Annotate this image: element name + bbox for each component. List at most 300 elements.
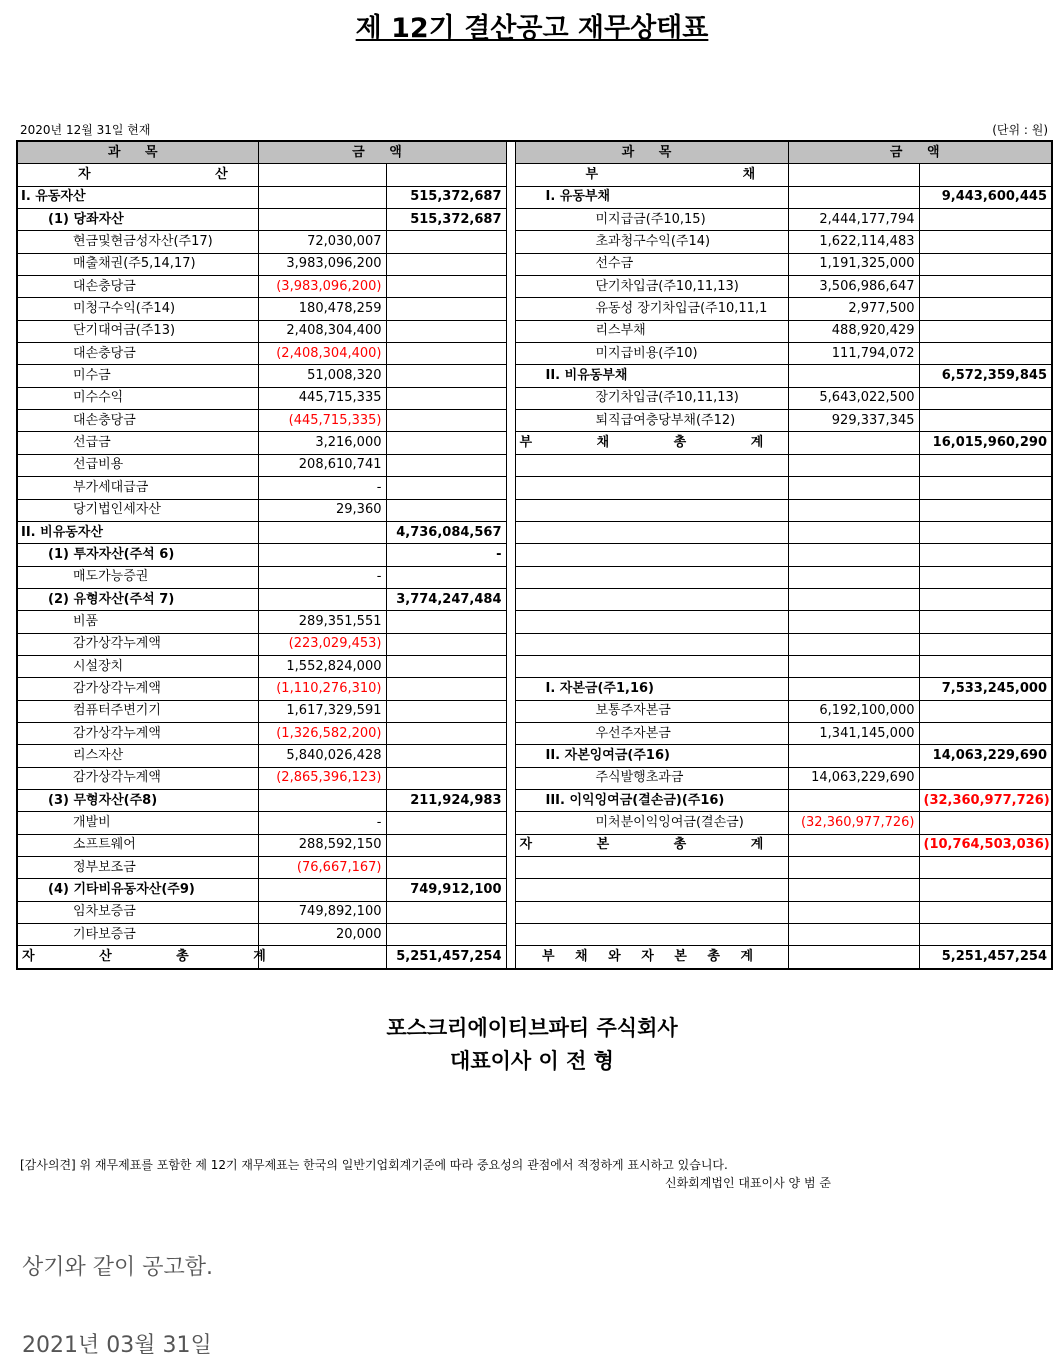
asset-detail-amount: 2,408,304,400 xyxy=(258,320,386,342)
column-gap xyxy=(506,566,515,588)
asset-detail-amount: 445,715,335 xyxy=(258,387,386,409)
liability-equity-subtotal-amount xyxy=(919,857,1052,879)
asset-item-label: 리스자산 xyxy=(17,745,258,767)
asset-item-label: (3) 무형자산(주8) xyxy=(17,789,258,811)
liability-equity-item-label: 자 본 총 계 xyxy=(515,834,788,856)
liability-equity-detail-amount: 6,192,100,000 xyxy=(788,700,919,722)
asset-subtotal-amount xyxy=(386,678,506,700)
table-row xyxy=(17,320,1052,342)
table-header-row xyxy=(17,141,1052,164)
column-gap xyxy=(506,186,515,208)
liability-equity-item-label xyxy=(515,521,788,543)
asset-item-label: 대손충당금 xyxy=(17,410,258,432)
liability-equity-item-label xyxy=(515,901,788,923)
liability-equity-detail-amount: 2,444,177,794 xyxy=(788,209,919,231)
asset-detail-amount xyxy=(258,521,386,543)
column-gap xyxy=(506,164,515,186)
column-gap xyxy=(506,588,515,610)
empty-cell xyxy=(386,164,506,186)
asset-detail-amount: 20,000 xyxy=(258,924,386,946)
liability-equity-item-label: 부 채 와 자 본 총 계 xyxy=(515,946,788,969)
liability-equity-detail-amount xyxy=(788,477,919,499)
liability-equity-detail-amount: 1,622,114,483 xyxy=(788,231,919,253)
liability-equity-subtotal-amount xyxy=(919,544,1052,566)
liability-equity-subtotal-amount xyxy=(919,343,1052,365)
liability-equity-subtotal-amount xyxy=(919,521,1052,543)
notice-text: 상기와 같이 공고함. xyxy=(22,1255,213,1280)
liability-equity-detail-amount xyxy=(788,901,919,923)
liability-equity-item-label: 단기차입금(주10,11,13) xyxy=(515,276,788,298)
asset-item-label: II. 비유동자산 xyxy=(17,521,258,543)
asset-detail-amount xyxy=(258,588,386,610)
asset-detail-amount: - xyxy=(258,812,386,834)
asset-item-label: 임차보증금 xyxy=(17,901,258,923)
column-gap xyxy=(506,722,515,744)
liability-equity-subtotal-amount xyxy=(919,879,1052,901)
column-gap xyxy=(506,946,515,969)
asset-detail-amount: 289,351,551 xyxy=(258,611,386,633)
table-row xyxy=(17,365,1052,387)
liability-equity-item-label xyxy=(515,924,788,946)
liability-equity-detail-amount: 5,643,022,500 xyxy=(788,387,919,409)
table-row xyxy=(17,655,1052,677)
asset-item-label: 매도가능증권 xyxy=(17,566,258,588)
liability-equity-detail-amount xyxy=(788,857,919,879)
column-gap xyxy=(506,924,515,946)
liability-equity-item-label: II. 자본잉여금(주16) xyxy=(515,745,788,767)
asset-subtotal-amount xyxy=(386,454,506,476)
balance-sheet-table xyxy=(16,140,1053,970)
asset-subtotal-amount xyxy=(386,767,506,789)
asset-detail-amount xyxy=(258,879,386,901)
liability-equity-detail-amount xyxy=(788,834,919,856)
column-gap xyxy=(506,901,515,923)
asset-detail-amount xyxy=(258,544,386,566)
column-gap xyxy=(506,633,515,655)
liability-equity-detail-amount xyxy=(788,633,919,655)
asset-item-label: 정부보조금 xyxy=(17,857,258,879)
column-gap xyxy=(506,298,515,320)
asset-subtotal-amount: 4,736,084,567 xyxy=(386,521,506,543)
liability-equity-detail-amount: 488,920,429 xyxy=(788,320,919,342)
auditor-signature: 신화회계법인 대표이사 양 범 준 xyxy=(665,1176,831,1190)
table-row xyxy=(17,879,1052,901)
liability-equity-subtotal-amount xyxy=(919,320,1052,342)
liability-equity-subtotal-amount xyxy=(919,231,1052,253)
liability-equity-item-label: I. 자본금(주1,16) xyxy=(515,678,788,700)
liability-equity-detail-amount: 111,794,072 xyxy=(788,343,919,365)
liability-equity-detail-amount xyxy=(788,544,919,566)
liability-equity-detail-amount xyxy=(788,521,919,543)
liability-equity-subtotal-amount: 5,251,457,254 xyxy=(919,946,1052,969)
table-row xyxy=(17,231,1052,253)
column-gap xyxy=(506,857,515,879)
liability-equity-detail-amount xyxy=(788,789,919,811)
asset-detail-amount: (2,865,396,123) xyxy=(258,767,386,789)
header-item-left: 과 목 xyxy=(17,141,258,164)
table-row xyxy=(17,588,1052,610)
asset-detail-amount: 3,983,096,200 xyxy=(258,253,386,275)
liability-equity-subtotal-amount xyxy=(919,633,1052,655)
liability-equity-item-label: 보통주자본금 xyxy=(515,700,788,722)
asset-detail-amount: 1,552,824,000 xyxy=(258,655,386,677)
asset-item-label: 매출채권(주5,14,17) xyxy=(17,253,258,275)
table-row xyxy=(17,633,1052,655)
asset-subtotal-amount xyxy=(386,365,506,387)
asset-item-label: 소프트웨어 xyxy=(17,834,258,856)
asset-detail-amount: 3,216,000 xyxy=(258,432,386,454)
liabilities-heading: 부 채 xyxy=(515,164,788,186)
table-row xyxy=(17,611,1052,633)
asset-detail-amount: (3,983,096,200) xyxy=(258,276,386,298)
table-row xyxy=(17,276,1052,298)
asset-item-label: 대손충당금 xyxy=(17,343,258,365)
asset-detail-amount xyxy=(258,789,386,811)
liability-equity-subtotal-amount xyxy=(919,298,1052,320)
asset-subtotal-amount xyxy=(386,812,506,834)
ceo-name: 대표이사 이 전 형 xyxy=(450,1049,614,1073)
liability-equity-subtotal-amount xyxy=(919,253,1052,275)
liability-equity-item-label xyxy=(515,454,788,476)
table-row xyxy=(17,343,1052,365)
table-row xyxy=(17,946,1052,969)
liability-equity-item-label xyxy=(515,566,788,588)
liability-equity-item-label xyxy=(515,544,788,566)
column-gap xyxy=(506,655,515,677)
table-row xyxy=(17,298,1052,320)
table-row xyxy=(17,834,1052,856)
liability-equity-detail-amount: (32,360,977,726) xyxy=(788,812,919,834)
asset-item-label: 컴퓨터주변기기 xyxy=(17,700,258,722)
asset-subtotal-amount xyxy=(386,499,506,521)
liability-equity-detail-amount xyxy=(788,566,919,588)
liability-equity-subtotal-amount xyxy=(919,700,1052,722)
asset-subtotal-amount xyxy=(386,901,506,923)
asset-subtotal-amount xyxy=(386,432,506,454)
asset-detail-amount: - xyxy=(258,566,386,588)
asset-subtotal-amount xyxy=(386,231,506,253)
asset-item-label: 현금및현금성자산(주17) xyxy=(17,231,258,253)
column-gap xyxy=(506,477,515,499)
table-row xyxy=(17,432,1052,454)
table-row xyxy=(17,544,1052,566)
asset-detail-amount: (1,110,276,310) xyxy=(258,678,386,700)
column-gap xyxy=(506,678,515,700)
asset-detail-amount: 1,617,329,591 xyxy=(258,700,386,722)
liability-equity-detail-amount: 2,977,500 xyxy=(788,298,919,320)
asset-subtotal-amount: 211,924,983 xyxy=(386,789,506,811)
column-gap xyxy=(506,544,515,566)
liability-equity-detail-amount: 929,337,345 xyxy=(788,410,919,432)
liability-equity-detail-amount xyxy=(788,678,919,700)
asset-detail-amount: 29,360 xyxy=(258,499,386,521)
asset-detail-amount: (223,029,453) xyxy=(258,633,386,655)
column-gap xyxy=(506,365,515,387)
asset-subtotal-amount xyxy=(386,834,506,856)
asset-detail-amount: 749,892,100 xyxy=(258,901,386,923)
liability-equity-detail-amount xyxy=(788,186,919,208)
asset-item-label: 기타보증금 xyxy=(17,924,258,946)
table-row xyxy=(17,789,1052,811)
asset-item-label: 대손충당금 xyxy=(17,276,258,298)
liability-equity-subtotal-amount xyxy=(919,410,1052,432)
asset-item-label: 선급금 xyxy=(17,432,258,454)
column-gap xyxy=(506,454,515,476)
asset-detail-amount: (76,667,167) xyxy=(258,857,386,879)
asset-item-label: 감가상각누계액 xyxy=(17,678,258,700)
table-row xyxy=(17,678,1052,700)
asset-detail-amount: (1,326,582,200) xyxy=(258,722,386,744)
asset-subtotal-amount xyxy=(386,857,506,879)
asset-subtotal-amount xyxy=(386,722,506,744)
table-row xyxy=(17,722,1052,744)
asset-item-label: (1) 투자자산(주석 6) xyxy=(17,544,258,566)
column-gap xyxy=(506,410,515,432)
asset-detail-amount: - xyxy=(258,477,386,499)
column-gap xyxy=(506,499,515,521)
asset-item-label: 비품 xyxy=(17,611,258,633)
table-row xyxy=(17,454,1052,476)
liability-equity-item-label xyxy=(515,611,788,633)
liability-equity-subtotal-amount xyxy=(919,901,1052,923)
liability-equity-item-label: 주식발행초과금 xyxy=(515,767,788,789)
company-name: 포스크리에이티브파티 주식회사 xyxy=(386,1016,678,1040)
report-date: 2020년 12월 31일 현재 xyxy=(20,123,151,137)
liability-equity-detail-amount xyxy=(788,924,919,946)
liability-equity-subtotal-amount: 7,533,245,000 xyxy=(919,678,1052,700)
asset-item-label: 감가상각누계액 xyxy=(17,722,258,744)
asset-subtotal-amount xyxy=(386,320,506,342)
liability-equity-subtotal-amount xyxy=(919,276,1052,298)
liability-equity-detail-amount xyxy=(788,745,919,767)
table-row xyxy=(17,812,1052,834)
asset-item-label: 개발비 xyxy=(17,812,258,834)
asset-item-label: (2) 유형자산(주석 7) xyxy=(17,588,258,610)
liability-equity-subtotal-amount xyxy=(919,387,1052,409)
asset-subtotal-amount xyxy=(386,566,506,588)
liability-equity-item-label: 미지급금(주10,15) xyxy=(515,209,788,231)
liability-equity-item-label: 유동성 장기차입금(주10,11,1 xyxy=(515,298,788,320)
liability-equity-detail-amount xyxy=(788,879,919,901)
asset-subtotal-amount xyxy=(386,655,506,677)
liability-equity-item-label: 미처분이익잉여금(결손금) xyxy=(515,812,788,834)
liability-equity-item-label: 우선주자본금 xyxy=(515,722,788,744)
liability-equity-item-label: I. 유동부채 xyxy=(515,186,788,208)
liability-equity-detail-amount: 1,341,145,000 xyxy=(788,722,919,744)
liability-equity-detail-amount: 1,191,325,000 xyxy=(788,253,919,275)
asset-item-label: 자 산 총 계 xyxy=(17,946,258,969)
asset-item-label: 부가세대급금 xyxy=(17,477,258,499)
asset-subtotal-amount xyxy=(386,477,506,499)
table-row xyxy=(17,186,1052,208)
table-row xyxy=(17,209,1052,231)
asset-item-label: 미수금 xyxy=(17,365,258,387)
asset-detail-amount xyxy=(258,186,386,208)
liability-equity-item-label xyxy=(515,655,788,677)
asset-detail-amount: 180,478,259 xyxy=(258,298,386,320)
table-row xyxy=(17,521,1052,543)
liability-equity-item-label: 미지급비용(주10) xyxy=(515,343,788,365)
liability-equity-subtotal-amount: 9,443,600,445 xyxy=(919,186,1052,208)
liability-equity-detail-amount xyxy=(788,499,919,521)
asset-detail-amount: 288,592,150 xyxy=(258,834,386,856)
header-amount-left: 금 액 xyxy=(258,141,506,164)
liability-equity-detail-amount xyxy=(788,946,919,969)
column-gap xyxy=(506,521,515,543)
asset-subtotal-amount xyxy=(386,343,506,365)
liability-equity-item-label xyxy=(515,857,788,879)
asset-item-label: 당기법인세자산 xyxy=(17,499,258,521)
liability-equity-item-label: III. 이익잉여금(결손금)(주16) xyxy=(515,789,788,811)
liability-equity-subtotal-amount xyxy=(919,566,1052,588)
liability-equity-detail-amount xyxy=(788,454,919,476)
table-row xyxy=(17,857,1052,879)
liability-equity-item-label xyxy=(515,477,788,499)
asset-subtotal-amount: 515,372,687 xyxy=(386,186,506,208)
column-gap xyxy=(506,231,515,253)
asset-item-label: 미수수익 xyxy=(17,387,258,409)
asset-subtotal-amount: 749,912,100 xyxy=(386,879,506,901)
column-gap xyxy=(506,834,515,856)
table-subheader-row xyxy=(17,164,1052,186)
liability-equity-subtotal-amount xyxy=(919,924,1052,946)
liability-equity-detail-amount xyxy=(788,432,919,454)
asset-detail-amount: 72,030,007 xyxy=(258,231,386,253)
liability-equity-subtotal-amount: 6,572,359,845 xyxy=(919,365,1052,387)
liability-equity-item-label: II. 비유동부채 xyxy=(515,365,788,387)
liability-equity-detail-amount xyxy=(788,655,919,677)
liability-equity-subtotal-amount xyxy=(919,767,1052,789)
asset-item-label: 미청구수익(주14) xyxy=(17,298,258,320)
column-gap xyxy=(506,879,515,901)
liability-equity-item-label xyxy=(515,588,788,610)
liability-equity-subtotal-amount xyxy=(919,454,1052,476)
table-row xyxy=(17,387,1052,409)
asset-item-label: (4) 기타비유동자산(주9) xyxy=(17,879,258,901)
empty-cell xyxy=(919,164,1052,186)
asset-subtotal-amount xyxy=(386,253,506,275)
liability-equity-subtotal-amount xyxy=(919,477,1052,499)
company-signature xyxy=(0,1012,1064,1078)
column-gap xyxy=(506,611,515,633)
asset-item-label: (1) 당좌자산 xyxy=(17,209,258,231)
liability-equity-item-label: 퇴직급여충당부채(주12) xyxy=(515,410,788,432)
asset-item-label: I. 유동자산 xyxy=(17,186,258,208)
table-row xyxy=(17,499,1052,521)
liability-equity-detail-amount: 3,506,986,647 xyxy=(788,276,919,298)
liability-equity-detail-amount xyxy=(788,611,919,633)
liability-equity-item-label: 리스부채 xyxy=(515,320,788,342)
asset-item-label: 감가상각누계액 xyxy=(17,633,258,655)
column-gap xyxy=(506,767,515,789)
asset-subtotal-amount xyxy=(386,633,506,655)
table-row xyxy=(17,477,1052,499)
asset-subtotal-amount xyxy=(386,298,506,320)
asset-item-label: 시설장치 xyxy=(17,655,258,677)
column-gap xyxy=(506,276,515,298)
asset-item-label: 선급비용 xyxy=(17,454,258,476)
asset-item-label: 단기대여금(주13) xyxy=(17,320,258,342)
liability-equity-item-label: 장기차입금(주10,11,13) xyxy=(515,387,788,409)
liability-equity-item-label: 선수금 xyxy=(515,253,788,275)
column-gap xyxy=(506,812,515,834)
liability-equity-subtotal-amount: (10,764,503,036) xyxy=(919,834,1052,856)
table-row xyxy=(17,901,1052,923)
asset-detail-amount: (445,715,335) xyxy=(258,410,386,432)
table-row xyxy=(17,745,1052,767)
asset-subtotal-amount: - xyxy=(386,544,506,566)
liability-equity-detail-amount xyxy=(788,365,919,387)
liability-equity-subtotal-amount xyxy=(919,611,1052,633)
column-gap xyxy=(506,745,515,767)
asset-subtotal-amount xyxy=(386,611,506,633)
liability-equity-subtotal-amount xyxy=(919,499,1052,521)
liability-equity-subtotal-amount xyxy=(919,209,1052,231)
asset-subtotal-amount: 5,251,457,254 xyxy=(386,946,506,969)
liability-equity-subtotal-amount xyxy=(919,588,1052,610)
column-gap xyxy=(506,700,515,722)
asset-subtotal-amount: 3,774,247,484 xyxy=(386,588,506,610)
table-row xyxy=(17,253,1052,275)
asset-subtotal-amount xyxy=(386,387,506,409)
table-row xyxy=(17,767,1052,789)
asset-detail-amount xyxy=(258,209,386,231)
audit-opinion: [감사의견] 위 재무제표를 포함한 제 12기 재무제표는 한국의 일반기업회계기준에 따라 중요성의 관점에서 적정하게 표시하고 있습니다. xyxy=(20,1158,728,1172)
asset-subtotal-amount xyxy=(386,410,506,432)
column-gap xyxy=(506,253,515,275)
page-title: 제 12기 결산공고 재무상태표 xyxy=(355,13,709,44)
unit-label: (단위 : 원) xyxy=(992,123,1048,137)
liability-equity-subtotal-amount xyxy=(919,812,1052,834)
liability-equity-subtotal-amount xyxy=(919,722,1052,744)
table-row xyxy=(17,924,1052,946)
liability-equity-detail-amount: 14,063,229,690 xyxy=(788,767,919,789)
liability-equity-item-label: 부 채 총 계 xyxy=(515,432,788,454)
assets-heading: 자 산 xyxy=(17,164,258,186)
column-gap xyxy=(506,209,515,231)
liability-equity-item-label xyxy=(515,879,788,901)
liability-equity-item-label xyxy=(515,499,788,521)
liability-equity-subtotal-amount: 14,063,229,690 xyxy=(919,745,1052,767)
table-row xyxy=(17,410,1052,432)
asset-detail-amount: 51,008,320 xyxy=(258,365,386,387)
asset-item-label: 감가상각누계액 xyxy=(17,767,258,789)
asset-subtotal-amount xyxy=(386,276,506,298)
liability-equity-subtotal-amount: (32,360,977,726) xyxy=(919,789,1052,811)
column-gap xyxy=(506,343,515,365)
column-gap xyxy=(506,387,515,409)
asset-subtotal-amount: 515,372,687 xyxy=(386,209,506,231)
liability-equity-subtotal-amount xyxy=(919,655,1052,677)
asset-detail-amount: 208,610,741 xyxy=(258,454,386,476)
liability-equity-item-label: 초과청구수익(주14) xyxy=(515,231,788,253)
asset-subtotal-amount xyxy=(386,924,506,946)
table-row xyxy=(17,566,1052,588)
column-gap xyxy=(506,789,515,811)
asset-detail-amount: (2,408,304,400) xyxy=(258,343,386,365)
header-item-right: 과 목 xyxy=(515,141,788,164)
table-row xyxy=(17,700,1052,722)
notice-date: 2021년 03월 31일 xyxy=(22,1333,212,1358)
liability-equity-subtotal-amount: 16,015,960,290 xyxy=(919,432,1052,454)
column-gap xyxy=(506,432,515,454)
liability-equity-detail-amount xyxy=(788,588,919,610)
asset-subtotal-amount xyxy=(386,700,506,722)
header-amount-right: 금 액 xyxy=(788,141,1052,164)
column-gap xyxy=(506,320,515,342)
column-gap xyxy=(506,141,515,164)
asset-subtotal-amount xyxy=(386,745,506,767)
